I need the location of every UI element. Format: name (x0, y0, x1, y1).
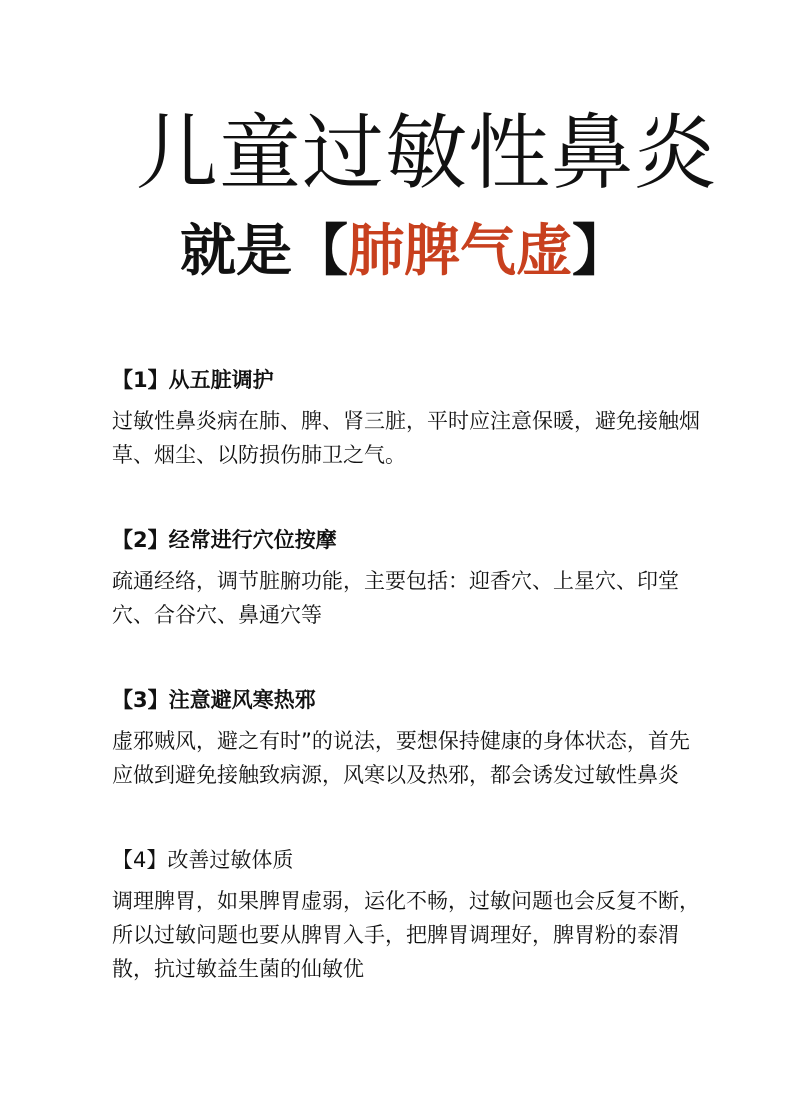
section-3-heading: 【3】注意避风寒热邪 (112, 688, 316, 712)
section-2-heading: 【2】经常进行穴位按摩 (112, 528, 337, 552)
subtitle-highlight: 肺脾气虚 (348, 219, 572, 284)
subtitle-prefix: 就是【 (180, 219, 348, 284)
section-1 (112, 364, 702, 472)
section-3 (112, 684, 702, 792)
section-4-heading: 【4】改善过敏体质 (112, 848, 294, 872)
section-4-body: 调理脾胃，如果脾胃虚弱，运化不畅，过敏问题也会反复不断，所以过敏问题也要从脾胃入手，把脾胃调理好，脾胃粉的泰渭散，抗过敏益生菌的仙敏优 (112, 889, 700, 981)
section-3-body: 虚邪贼风，避之有时”的说法，要想保持健康的身体状态，首先应做到避免接触致病源，风寒以及热邪，都会诱发过敏性鼻炎 (112, 729, 690, 787)
section-2 (112, 524, 702, 632)
page-subtitle (180, 216, 628, 288)
section-2-body: 疏通经络，调节脏腑功能，主要包括：迎香穴、上星穴、印堂穴、合谷穴、鼻通穴等 (112, 569, 679, 627)
section-1-body: 过敏性鼻炎病在肺、脾、肾三脏，平时应注意保暖，避免接触烟草、烟尘、以防损伤肺卫之气。 (112, 409, 700, 467)
section-1-heading: 【1】从五脏调护 (112, 368, 274, 392)
section-4 (112, 844, 702, 986)
subtitle-suffix: 】 (572, 219, 628, 284)
page-title: 儿童过敏性鼻炎 (136, 106, 718, 201)
